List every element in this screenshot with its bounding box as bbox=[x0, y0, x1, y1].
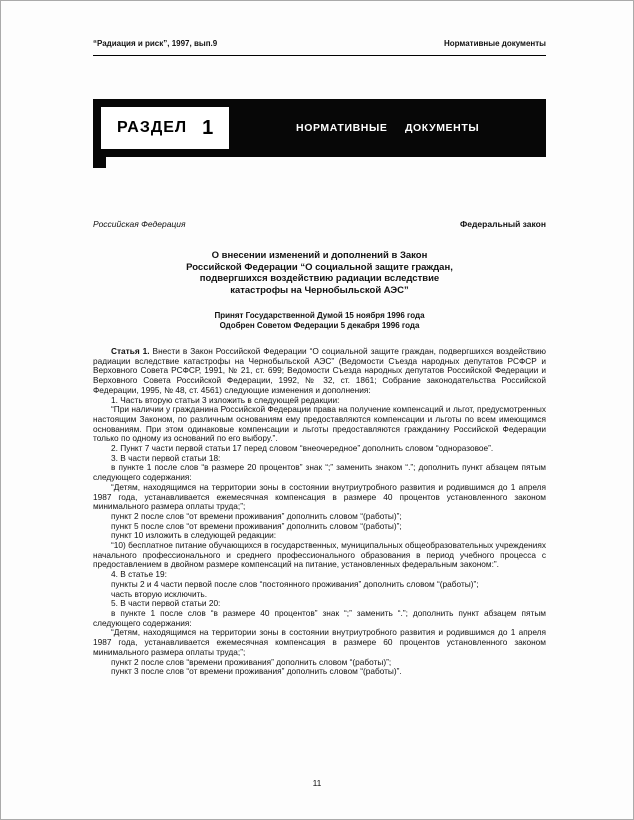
adoption-block bbox=[93, 311, 546, 331]
document-meta-row bbox=[93, 219, 546, 229]
section-number-box bbox=[101, 107, 229, 149]
text-line: катастрофы на Чернобыльской АЭС” bbox=[230, 284, 409, 296]
text-line: Российской Федерации “О социальной защите граждан, bbox=[186, 261, 453, 273]
paragraph: пункт 2 после слов “от времени проживания” дополнить словом “(работы)”; bbox=[111, 510, 402, 521]
text-line: подвергшихся воздействию радиации вследствие bbox=[199, 273, 440, 284]
country-label: Российская Федерация bbox=[93, 219, 186, 229]
paragraph: 3. В части первой статьи 18: bbox=[111, 452, 221, 463]
paragraph: пункт 2 после слов “времени проживания” дополнить словом “(работы)”; bbox=[111, 656, 392, 667]
section-word: РАЗДЕЛ bbox=[117, 119, 188, 136]
paragraph: 2. Пункт 7 части первой статьи 17 перед словом “внеочередное” дополнить словом “одноразовое”. bbox=[111, 443, 494, 454]
banner-title: НОРМАТИВНЫЕ ДОКУМЕНТЫ bbox=[296, 122, 480, 134]
banner-corner-tab bbox=[93, 157, 106, 168]
journal-header bbox=[93, 39, 546, 56]
paragraph: 4. В статье 19: bbox=[111, 569, 167, 580]
doc-type-label: Федеральный закон bbox=[460, 219, 546, 229]
paragraph: “Детям, находящимся на территории зоны в состоянии внутриутробного развития и родившимся до 1 апреля 1987 года, устанавливается ежемесячная компенсация в размере 60 процентов установленного законом минимального размера оплаты труда;”; bbox=[93, 627, 546, 657]
paragraph: часть вторую исключить. bbox=[111, 588, 208, 599]
paragraph: “При наличии у гражданина Российской Федерации права на получение компенсаций и льгот, предусмотренных настоящим Законом, по различным основаниям ему предоставляются компенсации и льготы по всем имеющимся основаниям. При этом одинаковые компенсации и льготы предоставляются гражданину Российской Федерации только по одному из оснований по его выбору.”. bbox=[93, 404, 546, 444]
paragraph: 5. В части первой статьи 20: bbox=[111, 598, 221, 609]
paragraph: пункт 5 после слов “от времени проживания” дополнить словом “(работы)”; bbox=[111, 520, 402, 531]
paragraph: пункт 10 изложить в следующей редакции: bbox=[111, 530, 277, 541]
paragraph: “Детям, находящимся на территории зоны в состоянии внутриутробного развития и родившимся до 1 апреля 1987 года, устанавливается ежемесячная компенсация в размере 40 процентов установленного законом минимального размера оплаты труда;”; bbox=[93, 481, 546, 512]
paragraph: в пункте 1 после слов “в размере 40 процентов” знак “;” заменить “.”; дополнить пункт абзацем пятым следующего содержания: bbox=[93, 607, 546, 628]
paragraph: Статья 1. Внести в Закон Российской Федерации “О социальной защите граждан, подвергшихся воздействию радиации вследствие катастрофы на Чернобыльской АЭС” (Ведомости Съезда народных депутатов РСФСР и Верховного Совета РСФСР, 1991, № 21, ст. 699; Ведомости Съезда народных депутатов Российской Федерации и Верховного Совета Российской Федерации, 1992, № 32, ст. 1861; Собрание законодательства Российской Федерации, 1995, № 48, ст. 4561) следующие изменения и дополнения: bbox=[93, 346, 546, 395]
section-banner bbox=[93, 99, 546, 157]
paragraph: пункты 2 и 4 части первой после слов “постоянного проживания” дополнить словом “(работы)”; bbox=[111, 578, 479, 589]
paragraph: 1. Часть вторую статьи 3 изложить в следующей редакции: bbox=[111, 394, 340, 405]
text-line: О внесении изменений и дополнений в Закон bbox=[211, 250, 428, 261]
paragraph: в пункте 1 после слов “в размере 20 процентов” знак “;” заменить знаком “.”; дополнить пункт абзацем пятым следующего содержания: bbox=[93, 462, 546, 483]
document-title bbox=[93, 250, 546, 296]
page-content bbox=[93, 39, 546, 677]
page-number: 11 bbox=[312, 778, 322, 788]
paragraph: пункт 3 после слов “от времени проживания” дополнить словом “(работы)”. bbox=[111, 666, 402, 677]
section-number: 1 bbox=[202, 116, 214, 139]
paragraph: “10) бесплатное питание обучающихся в государственных, муниципальных общеобразовательных учреждениях начального профессионального и среднего профессионального образования в период учебного процесса с предоставлением в двойном размере компенсаций на питание, установленных федеральным законом:”. bbox=[93, 540, 546, 570]
text-line: Принят Государственной Думой 15 ноября 1996 года bbox=[214, 311, 425, 320]
journal-title: “Радиация и риск”, 1997, вып.9 bbox=[93, 39, 218, 48]
document-body bbox=[93, 347, 546, 677]
text-line: Одобрен Советом Федерации 5 декабря 1996 года bbox=[219, 321, 420, 330]
header-section-label: Нормативные документы bbox=[443, 39, 546, 48]
